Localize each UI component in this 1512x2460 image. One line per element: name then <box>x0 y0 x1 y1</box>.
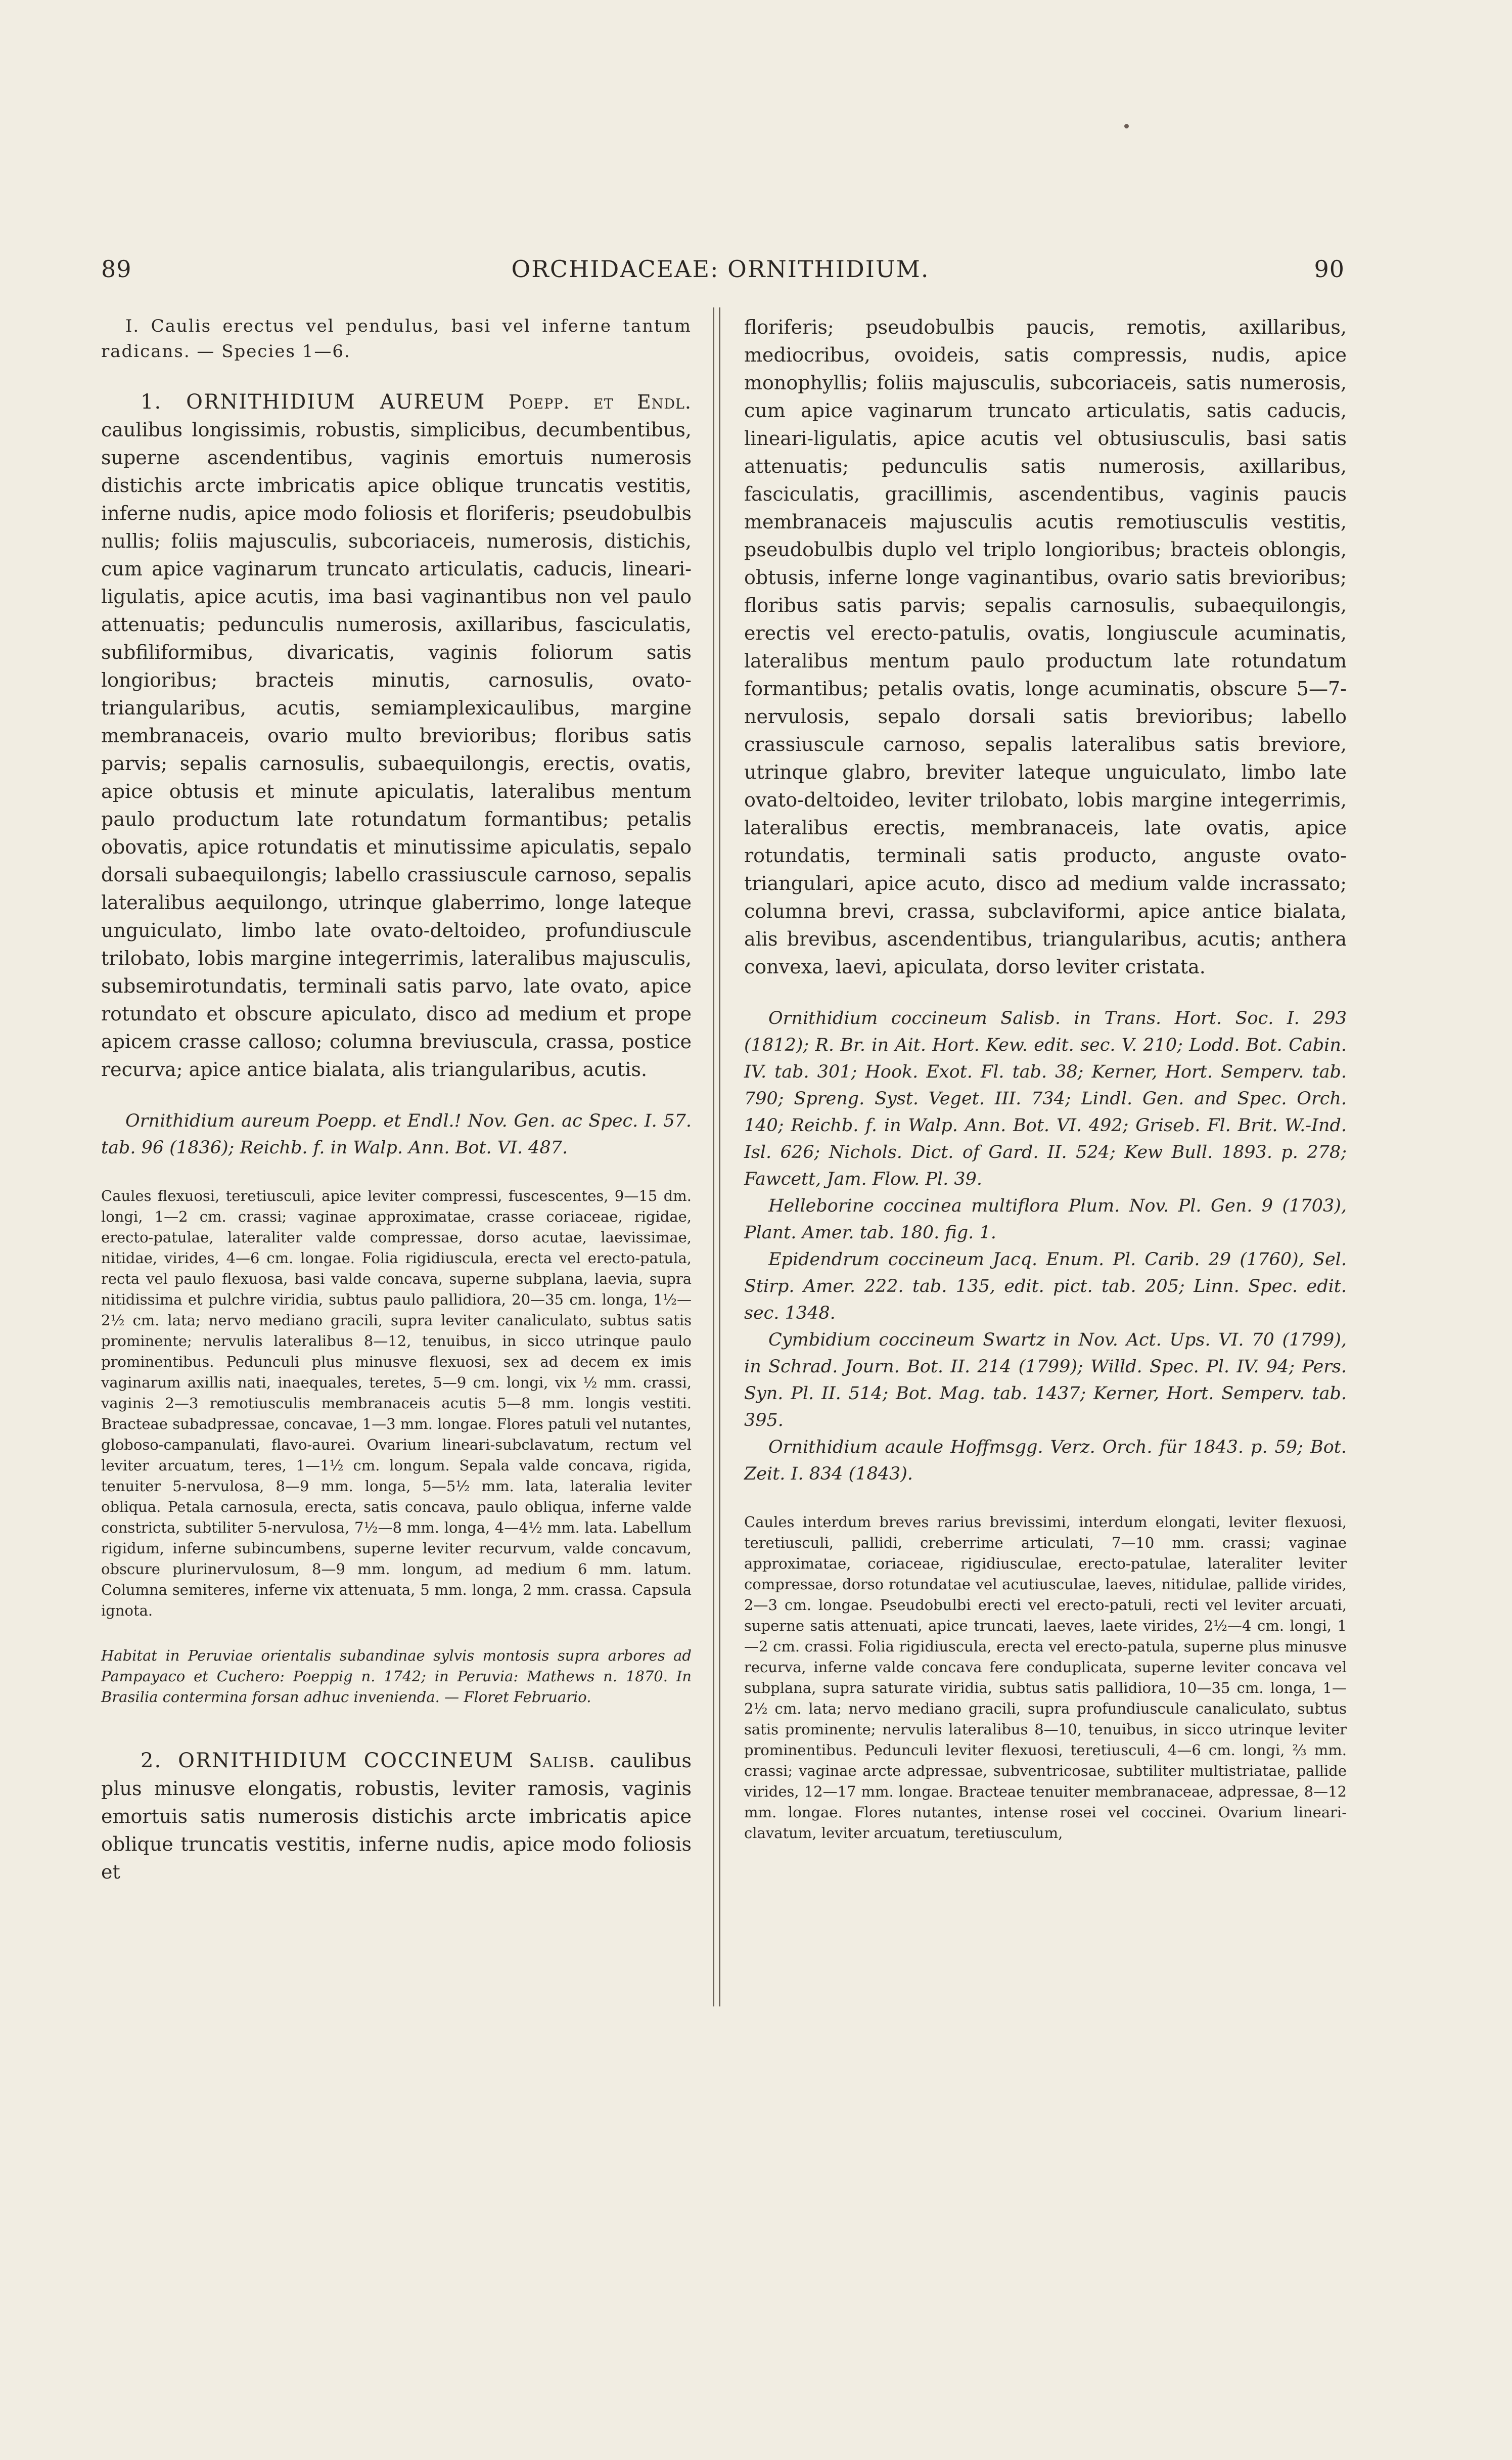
species-2-reference <box>744 1434 1347 1488</box>
species-1-habitat-text: Habitat in Peruviae orientalis subandinae sylvis montosis supra arbores ad Pampayaco et Cuchero: Poeppig n. 1742; in Peruvia: Mathews n. 1870. In Brasilia contermina forsan adhuc invenienda. — Floret Februario. <box>101 1647 692 1706</box>
species-1-details-text: Caules flexuosi, teretiusculi, apice leviter compressi, fuscescentes, 9—15 dm. longi, 1—2 cm. crassi; vaginae approximatae, crasse coriaceae, rigidae, erecto-patulae, lateraliter valde compressae, dorso acutae, laevissimae, nitidae, virides, 4—6 cm. longae. Folia rigidiuscula, erecta vel erecto-patula, recta vel paulo flexuosa, basi valde concava, superne subplana, laevia, supra nitidissima et pulchre viridia, subtus paulo pallidiora, 20—35 cm. longa, 1½—2½ cm. lata; nervo mediano gracili, supra leviter canaliculato, subtus satis prominente; nervulis lateralibus 8—12, tenuibus, in sicco utrinque paulo prominentibus. Pedunculi plus minusve flexuosi, sex ad decem ex imis vaginarum axillis nati, inaequales, teretes, 5—9 cm. longi, vix ½ mm. crassi, vaginis 2—3 remotiusculis membranaceis acutis 5—8 mm. longis vestiti. Bracteae subadpressae, concavae, 1—3 mm. longae. Flores patuli vel nutantes, globoso-campanulati, flavo-aurei. Ovarium lineari-subclavatum, rectum vel leviter arcuatum, teres, 1—1½ cm. longum. Sepala valde concava, rigida, tenuiter 5-nervulosa, 8—9 mm. longa, 5—5½ mm. lata, lateralia leviter obliqua. Petala carnosula, erecta, satis concava, paulo obliqua, inferne valde constricta, subtiliter 5-nervulosa, 7½—8 mm. longa, 4—4½ mm. lata. Labellum rigidum, inferne subincumbens, superne leviter recurvum, valde concavum, obscure plurinervulosum, 8—9 mm. longum, ad medium 6 mm. latum. Columna semiteres, inferne vix attenuata, 5 mm. longa, 2 mm. crassa. Capsula ignota. <box>101 1187 692 1619</box>
species-2-description-continued: floriferis; pseudobulbis paucis, remotis, axillaribus, mediocribus, ovoideis, satis compressis, nudis, apice monophyllis; foliis majusculis, subcoriaceis, satis numerosis, cum apice vaginarum truncato articulatis, satis caducis, lineari-ligulatis, apice acutis vel obtusiusculis, basi satis attenuatis; pedunculis satis numerosis, axillaribus, fasciculatis, gracillimis, ascendentibus, vaginis paucis membranaceis majusculis acutis remotiusculis vestitis, pseudobulbis duplo vel triplo longioribus; bracteis oblongis, obtusis, inferne longe vaginantibus, ovario satis brevioribus; floribus satis parvis; sepalis carnosulis, subaequilongis, erectis vel erecto-patulis, ovatis, longiuscule acuminatis, lateralibus mentum paulo productum late rotundatum formantibus; petalis ovatis, longe acuminatis, obscure 5—7-nervulosis, sepalo dorsali satis brevioribus; labello crassiuscule carnoso, sepalis lateralibus satis breviore, utrinque glabro, breviter lateque unguiculato, limbo late ovato-deltoideo, leviter trilobato, lobis margine integerrimis, lateralibus erectis, membranaceis, late ovatis, apice rotundatis, terminali satis producto, anguste ovato-triangulari, apice acuto, disco ad medium valde incrassato; columna brevi, crassa, subclaviformi, apice antice bialata, alis brevibus, ascendentibus, triangularibus, acutis; anthera convexa, laevi, apiculata, dorso leviter cristata. <box>744 316 1347 978</box>
section-key <box>101 314 692 364</box>
species-2-reference <box>744 1327 1347 1434</box>
species-2-heading: 2. ORNITHIDIUM COCCINEUM <box>141 1749 514 1772</box>
species-1-references <box>101 1108 692 1161</box>
print-speck <box>1124 124 1129 128</box>
species-1-description-text: caulibus longissimis, robustis, simplicibus, decumbentibus, superne ascendentibus, vaginis emortuis numerosis distichis arcte imbricatis apice oblique truncatis vestitis, inferne nudis, apice modo foliosis et floriferis; pseudobulbis nullis; foliis majusculis, subcoriaceis, numerosis, distichis, cum apice vaginarum truncato articulatis, caducis, lineari-ligulatis, apice acutis, ima basi vaginantibus non vel paulo attenuatis; pedunculis numerosis, axillaribus, fasciculatis, subfiliformibus, divaricatis, vaginis foliorum satis longioribus; bracteis minutis, carnosulis, ovato-triangularibus, acutis, semiamplexicaulibus, margine membranaceis, ovario multo brevioribus; floribus satis parvis; sepalis carnosulis, subaequilongis, erectis, ovatis, apice obtusis et minute apiculatis, lateralibus mentum paulo productum late rotundatum formantibus; petalis obovatis, apice rotundatis et minutissime apiculatis, sepalo dorsali subaequilongis; labello crassiuscule carnoso, sepalis lateralibus aequilongo, utrinque glaberrimo, longe lateque unguiculato, limbo late ovato-deltoideo, profundiuscule trilobato, lobis margine integerrimis, lateralibus majusculis, subsemirotundatis, terminali satis parvo, late ovato, apice rotundato et obscure apiculato, disco ad medium et prope apicem crasse calloso; columna breviuscula, crassa, postice recurva; apice antice bialata, alis triangularibus, acutis. <box>101 419 692 1081</box>
species-1-details <box>101 1186 692 1621</box>
species-2-reference-text: Ornithidium coccineum Salisb. in Trans. Hort. Soc. I. 293 (1812); R. Br. in Ait. Hort. Kew. edit. sec. V. 210; Lodd. Bot. Cabin. IV. tab. 301; Hook. Exot. Fl. tab. 38; Kerner, Hort. Semperv. tab. 790; Spreng. Syst. Veget. III. 734; Lindl. Gen. and Spec. Orch. 140; Reichb. f. in Walp. Ann. Bot. VI. 492; Griseb. Fl. Brit. W.-Ind. Isl. 626; Nichols. Dict. of Gard. II. 524; Kew Bull. 1893. p. 278; Fawcett, Jam. Flow. Pl. 39. <box>744 1008 1347 1189</box>
species-2-reference <box>744 1005 1347 1193</box>
section-key-text: I. Caulis erectus vel pendulus, basi vel inferne tantum radicans. — Species 1—6. <box>101 316 692 362</box>
species-1-description <box>101 388 692 1084</box>
species-2-reference-text: Helleborine coccinea multiflora Plum. Nov. Pl. Gen. 9 (1703), Plant. Amer. tab. 180. fig. 1. <box>744 1196 1347 1243</box>
species-2-reference <box>744 1193 1347 1246</box>
page-number-left: 89 <box>101 255 132 283</box>
column-divider-line <box>719 307 720 2006</box>
species-2-reference-text: Cymbidium coccineum Swartz in Nov. Act. Ups. VI. 70 (1799), in Schrad. Journ. Bot. II. 214 (1799); Willd. Spec. Pl. IV. 94; Pers. Syn. Pl. II. 514; Bot. Mag. tab. 1437; Kerner, Hort. Semperv. tab. 395. <box>744 1330 1347 1430</box>
species-1-author: Poepp. et Endl. <box>508 391 692 413</box>
column-divider-line <box>713 307 714 2006</box>
species-2-description-start <box>101 1747 692 1886</box>
species-2-reference <box>744 1246 1347 1327</box>
species-2-author: Salisb. <box>529 1750 595 1772</box>
species-1-references-text: Ornithidium aureum Poepp. et Endl.! Nov. Gen. ac Spec. I. 57. tab. 96 (1836); Reichb. f. in Walp. Ann. Bot. VI. 487. <box>101 1111 692 1158</box>
species-1-heading: 1. ORNITHIDIUM AUREUM <box>141 390 486 414</box>
running-head: ORCHIDACEAE: ORNITHIDIUM. <box>511 255 930 283</box>
species-2-details-text: Caules interdum breves rarius brevissimi, interdum elongati, leviter flexuosi, teretiusculi, pallidi, creberrime articulati, 7—10 mm. crassi; vaginae approximatae, coriaceae, rigidiusculae, erecto-patulae, lateraliter leviter compressae, dorso rotundatae vel acutiusculae, laeves, nitidulae, pallide virides, 2—3 cm. longae. Pseudobulbi erecti vel erecto-patuli, recti vel leviter arcuati, superne satis attenuati, apice truncati, laeves, laete virides, 2½—4 cm. longi, 1—2 cm. crassi. Folia rigidiuscula, erecta vel erecto-patula, superne plus minusve recurva, inferne valde concava fere conduplicata, superne leviter concava vel subplana, supra saturate viridia, subtus satis pallidiora, 10—35 cm. longa, 1—2½ cm. lata; nervo mediano gracili, supra profundiuscule canaliculato, subtus satis prominente; nervulis lateralibus 8—10, tenuibus, in sicco utrinque leviter prominentibus. Pedunculi leviter flexuosi, teretiusculi, 4—6 cm. longi, ⅔ mm. crassi; vaginae arcte adpressae, subventricosae, subtiliter multistriatae, pallide virides, 12—17 mm. longae. Bracteae tenuiter membranaceae, adpressae, 8—12 mm. longae. Flores nutantes, intense rosei vel coccinei. Ovarium lineari-clavatum, leviter arcuatum, teretiusculum, <box>744 1513 1347 1842</box>
left-column <box>101 314 692 1886</box>
species-2-description-start-text: caulibus plus minusve elongatis, robustis, leviter ramosis, vaginis emortuis satis numerosis distichis arcte imbricatis apice oblique truncatis vestitis, inferne nudis, apice modo foliosis et <box>101 1750 692 1883</box>
species-2-reference-text: Ornithidium acaule Hoffmsgg. Verz. Orch. für 1843. p. 59; Bot. Zeit. I. 834 (1843). <box>744 1437 1347 1484</box>
species-1-habitat <box>101 1645 692 1708</box>
page-header <box>96 255 1345 296</box>
species-2-reference-text: Epidendrum coccineum Jacq. Enum. Pl. Carib. 29 (1760), Sel. Stirp. Amer. 222. tab. 135, edit. pict. tab. 205; Linn. Spec. edit. sec. 1348. <box>744 1249 1347 1323</box>
species-2-details <box>744 1512 1347 1844</box>
page-number-right: 90 <box>1314 255 1345 283</box>
right-column <box>744 314 1347 1844</box>
